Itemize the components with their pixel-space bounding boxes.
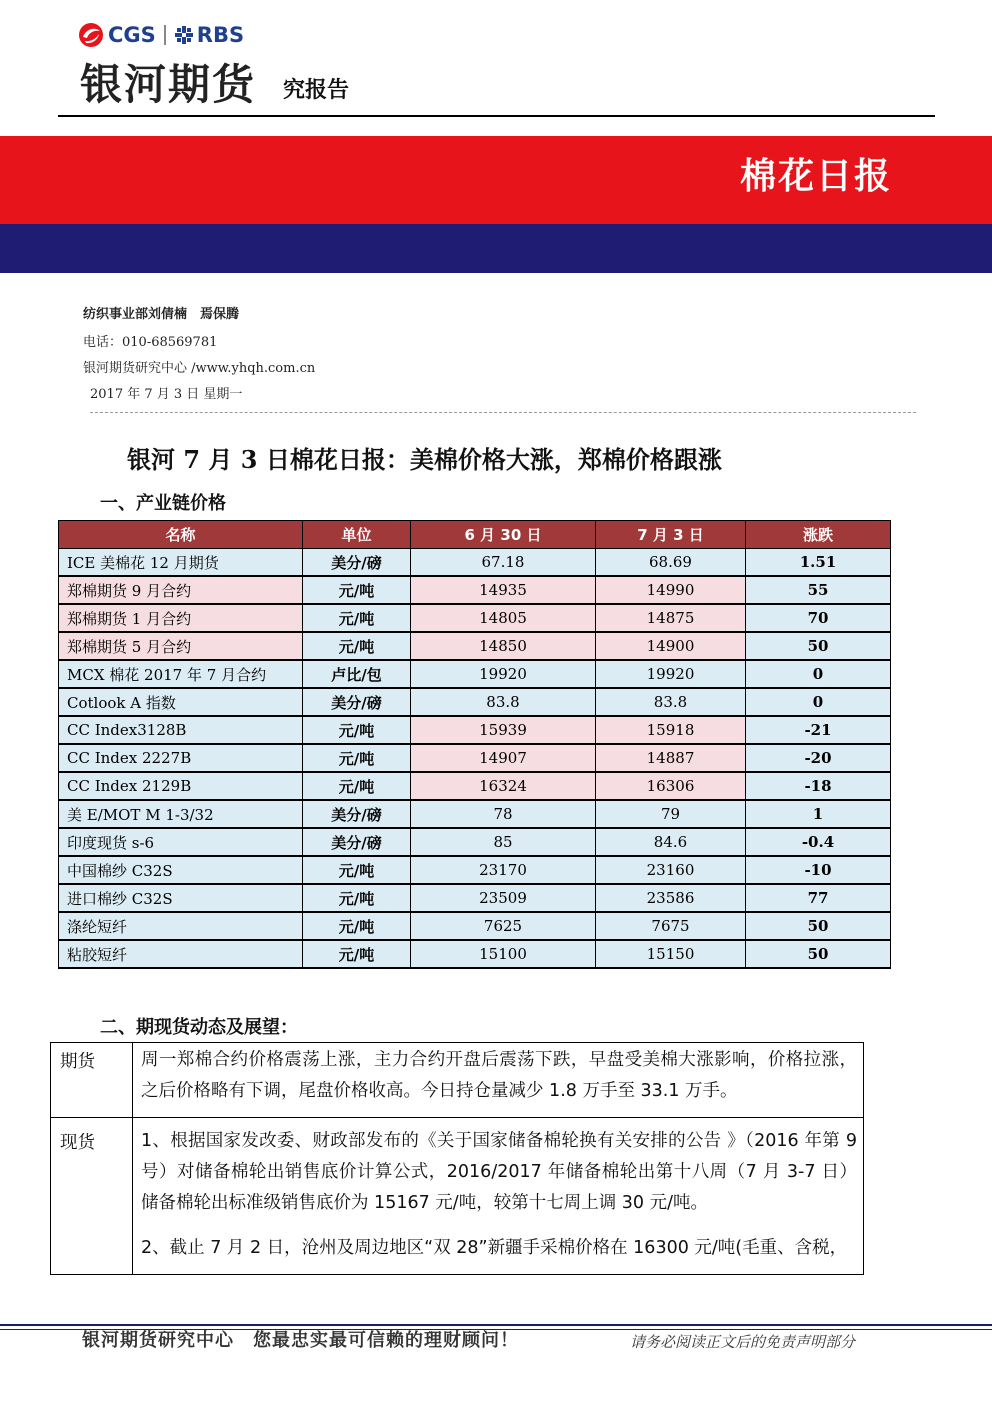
band-title: 棉花日报 (739, 156, 892, 197)
outlook-table (50, 1042, 864, 1275)
row-jun30-cell: 19920 (411, 660, 596, 688)
row-unit-cell: 元/吨 (303, 744, 411, 772)
row-unit-cell: 元/吨 (303, 856, 411, 884)
row-jul3-cell: 19920 (596, 660, 746, 688)
table-row (51, 1118, 864, 1275)
row-jul3-cell: 15150 (596, 940, 746, 968)
table-header-row (59, 521, 891, 549)
phone: 电话：010-68569781 (83, 335, 218, 350)
row-change-cell: -21 (746, 716, 891, 744)
row-jul3-cell: 68.69 (596, 549, 746, 577)
row-change-cell: 50 (746, 940, 891, 968)
row-name-cell: 郑棉期货 5 月合约 (59, 632, 303, 660)
brand-name: 银河期货 (80, 60, 257, 109)
column-header: 涨跌 (746, 521, 891, 549)
row-unit-cell: 美分/磅 (303, 800, 411, 828)
column-header: 名称 (59, 521, 303, 549)
row-change-cell: 0 (746, 688, 891, 716)
logo-cgs-text: CGS (108, 23, 156, 47)
authors: 纺织事业部刘倩楠 焉保腾 (83, 307, 240, 322)
row-change-cell: -20 (746, 744, 891, 772)
document-title: 银河 7 月 3 日棉花日报：美棉价格大涨，郑棉价格跟涨 (127, 445, 722, 474)
spot-commentary (133, 1118, 864, 1275)
row-jun30-cell: 15100 (411, 940, 596, 968)
row-name-cell: 涤纶短纤 (59, 912, 303, 940)
row-name-cell: ICE 美棉花 12 月期货 (59, 549, 303, 577)
row-jun30-cell: 14850 (411, 632, 596, 660)
table-row (59, 549, 891, 577)
row-jun30-cell: 16324 (411, 772, 596, 800)
row-jun30-cell: 67.18 (411, 549, 596, 577)
row-jun30-cell: 7625 (411, 912, 596, 940)
table-row (59, 576, 891, 604)
row-change-cell: -10 (746, 856, 891, 884)
row-change-cell: 50 (746, 632, 891, 660)
row-name-cell: 进口棉纱 C32S (59, 884, 303, 912)
row-name-cell: 郑棉期货 1 月合约 (59, 604, 303, 632)
table-row (59, 940, 891, 968)
row-name-cell: 郑棉期货 9 月合约 (59, 576, 303, 604)
futures-text: 周一郑棉合约价格震荡上涨，主力合约开盘后震荡下跌，早盘受美棉大涨影响，价格拉涨，之后价格略有下调，尾盘价格收高。今日持仓量减少 1.8 万手至 33.1 万手。 (141, 1050, 857, 1101)
futures-label: 期货 (51, 1043, 133, 1118)
row-jul3-cell: 7675 (596, 912, 746, 940)
row-change-cell: -18 (746, 772, 891, 800)
table-row (59, 744, 891, 772)
row-jul3-cell: 83.8 (596, 688, 746, 716)
row-jun30-cell: 23509 (411, 884, 596, 912)
footer-slogan: 银河期货研究中心 您最忠实最可信赖的理财顾问！ (82, 1330, 519, 1351)
rbs-daisy-icon (174, 25, 194, 45)
row-jul3-cell: 14875 (596, 604, 746, 632)
dashed-divider (90, 412, 916, 413)
section-heading-prices: 一、产业链价格 (100, 493, 226, 514)
column-header: 7 月 3 日 (596, 521, 746, 549)
futures-commentary (133, 1043, 864, 1118)
report-date: 2017 年 7 月 3 日 星期一 (90, 387, 243, 402)
report-label: 究报告 (283, 78, 350, 103)
table-row (59, 604, 891, 632)
row-jul3-cell: 79 (596, 800, 746, 828)
row-jun30-cell: 83.8 (411, 688, 596, 716)
row-name-cell: 中国棉纱 C32S (59, 856, 303, 884)
navy-band (0, 224, 992, 273)
research-center-site: 银河期货研究中心 /www.yhqh.com.cn (83, 361, 316, 376)
row-name-cell: CC Index 2129B (59, 772, 303, 800)
price-table (58, 520, 891, 969)
row-name-cell: 印度现货 s-6 (59, 828, 303, 856)
header-rule (58, 115, 935, 117)
row-jun30-cell: 23170 (411, 856, 596, 884)
spot-paragraph-2: 2、截止 7 月 2 日，沧州及周边地区“双 28”新疆手采棉价格在 16300 元/吨(毛重、含税， (141, 1238, 848, 1258)
section-heading-outlook: 二、期现货动态及展望： (100, 1017, 298, 1038)
row-unit-cell: 卢比/包 (303, 660, 411, 688)
row-jul3-cell: 16306 (596, 772, 746, 800)
row-name-cell: 粘胶短纤 (59, 940, 303, 968)
row-name-cell: Cotlook A 指数 (59, 688, 303, 716)
table-row (59, 800, 891, 828)
table-row (59, 828, 891, 856)
row-unit-cell: 元/吨 (303, 716, 411, 744)
table-row (59, 716, 891, 744)
logo-rbs-text: RBS (196, 23, 245, 47)
row-jul3-cell: 23160 (596, 856, 746, 884)
row-unit-cell: 元/吨 (303, 940, 411, 968)
row-jun30-cell: 85 (411, 828, 596, 856)
row-unit-cell: 元/吨 (303, 632, 411, 660)
row-change-cell: 0 (746, 660, 891, 688)
row-change-cell: 1 (746, 800, 891, 828)
table-row (59, 856, 891, 884)
row-jul3-cell: 23586 (596, 884, 746, 912)
footer-disclaimer-note: 请务必阅读正文后的免责声明部分 (630, 1333, 856, 1351)
table-row (59, 688, 891, 716)
row-unit-cell: 元/吨 (303, 576, 411, 604)
row-change-cell: 70 (746, 604, 891, 632)
row-unit-cell: 美分/磅 (303, 549, 411, 577)
row-jun30-cell: 78 (411, 800, 596, 828)
row-name-cell: 美 E/MOT M 1-3/32 (59, 800, 303, 828)
column-header: 6 月 30 日 (411, 521, 596, 549)
row-name-cell: MCX 棉花 2017 年 7 月合约 (59, 660, 303, 688)
logo-divider (164, 25, 166, 45)
row-unit-cell: 元/吨 (303, 912, 411, 940)
column-header: 单位 (303, 521, 411, 549)
table-row (59, 912, 891, 940)
row-jul3-cell: 84.6 (596, 828, 746, 856)
cgs-swirl-icon (78, 22, 104, 48)
row-unit-cell: 元/吨 (303, 604, 411, 632)
row-change-cell: 55 (746, 576, 891, 604)
table-row (59, 772, 891, 800)
row-name-cell: CC Index 2227B (59, 744, 303, 772)
row-unit-cell: 元/吨 (303, 772, 411, 800)
table-row (59, 660, 891, 688)
row-jun30-cell: 15939 (411, 716, 596, 744)
table-row (51, 1043, 864, 1118)
row-change-cell: 77 (746, 884, 891, 912)
row-jul3-cell: 14887 (596, 744, 746, 772)
row-jul3-cell: 14990 (596, 576, 746, 604)
spot-label: 现货 (51, 1118, 133, 1275)
row-jun30-cell: 14907 (411, 744, 596, 772)
row-jun30-cell: 14805 (411, 604, 596, 632)
row-jul3-cell: 15918 (596, 716, 746, 744)
row-change-cell: 50 (746, 912, 891, 940)
row-unit-cell: 美分/磅 (303, 828, 411, 856)
row-unit-cell: 美分/磅 (303, 688, 411, 716)
table-row (59, 632, 891, 660)
row-unit-cell: 元/吨 (303, 884, 411, 912)
spot-paragraph-1: 1、根据国家发改委、财政部发布的《关于国家储备棉轮换有关安排的公告 》（2016 年第 9 号）对储备棉轮出销售底价计算公式，2016/2017 年储备棉轮出第十八周（7 月 3-7 日）储备棉轮出标准级销售底价为 15167 元/吨，较第十七周上调 30 元/吨。 (141, 1131, 857, 1213)
row-change-cell: 1.51 (746, 549, 891, 577)
row-name-cell: CC Index3128B (59, 716, 303, 744)
table-row (59, 884, 891, 912)
cgs-rbs-logo (78, 20, 244, 50)
price-table-body (59, 549, 891, 969)
row-change-cell: -0.4 (746, 828, 891, 856)
row-jul3-cell: 14900 (596, 632, 746, 660)
row-jun30-cell: 14935 (411, 576, 596, 604)
